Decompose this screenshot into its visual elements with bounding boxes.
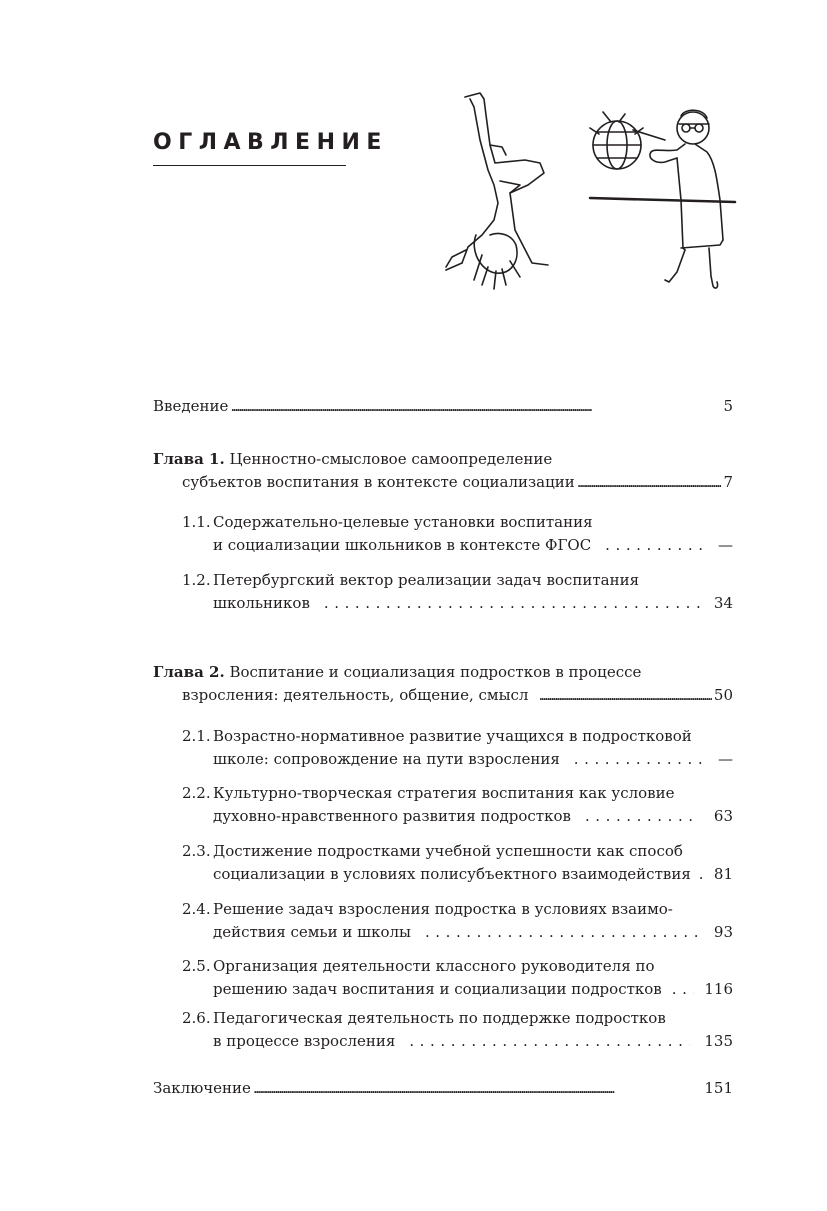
teacher-with-globe-icon bbox=[585, 100, 750, 295]
section-title: Содержательно-целевые установки воспитания bbox=[213, 513, 593, 531]
chapter-title: взросления: деятельность, общение, смысл bbox=[182, 686, 529, 704]
section-heading bbox=[182, 955, 654, 977]
page-number: 93 bbox=[713, 923, 733, 941]
toc-entry-conclusion[interactable] bbox=[153, 1077, 733, 1099]
section-title: духовно-нравственного развития подростков bbox=[213, 807, 571, 825]
dot-leader bbox=[699, 863, 706, 885]
dot-leader bbox=[409, 1030, 690, 1052]
section-number: 1.2. bbox=[182, 571, 211, 589]
page-number: 151 bbox=[704, 1079, 733, 1097]
section-2-6-line-1[interactable] bbox=[182, 1007, 733, 1029]
chapter-title: Воспитание и социализация подростков в процессе bbox=[229, 663, 642, 681]
section-title: и социализации школьников в контексте ФГОС bbox=[213, 536, 592, 554]
handstand-figure-icon bbox=[440, 85, 555, 290]
dot-leader bbox=[574, 748, 704, 770]
dot-leader bbox=[672, 978, 695, 1000]
chapter-1-line-2[interactable] bbox=[182, 471, 733, 493]
section-title: Педагогическая деятельность по поддержке подростков bbox=[213, 1009, 666, 1027]
section-title: Петербургский вектор реализации задач воспитания bbox=[213, 571, 640, 589]
dot-leader bbox=[253, 1077, 702, 1099]
section-title: социализации в условиях полисубъектного взаимодействия bbox=[213, 865, 691, 883]
section-1-1-line-1[interactable] bbox=[182, 511, 733, 533]
page-number: 7 bbox=[723, 473, 733, 491]
page-number: 34 bbox=[713, 594, 733, 612]
dot-leader bbox=[605, 534, 704, 556]
section-1-2-line-1[interactable] bbox=[182, 569, 733, 591]
dot-leader bbox=[577, 471, 722, 493]
chapter-2-line-1[interactable] bbox=[153, 661, 733, 683]
chapter-label: Глава 1. bbox=[153, 450, 225, 468]
section-heading bbox=[182, 725, 692, 747]
section-number: 2.5. bbox=[182, 957, 211, 975]
section-heading bbox=[182, 782, 674, 804]
section-2-4-line-2[interactable] bbox=[213, 921, 733, 943]
chapter-2-line-2[interactable] bbox=[182, 684, 733, 706]
page-number: — bbox=[718, 536, 733, 554]
dot-leader bbox=[324, 592, 700, 614]
section-2-6-line-2[interactable] bbox=[213, 1030, 733, 1052]
page-number: 116 bbox=[704, 980, 733, 998]
section-heading bbox=[182, 898, 673, 920]
dot-leader bbox=[425, 921, 700, 943]
chapter-label: Глава 2. bbox=[153, 663, 225, 681]
chapter-heading bbox=[153, 661, 641, 683]
section-title: школе: сопровождение на пути взросления bbox=[213, 750, 560, 768]
section-2-2-line-1[interactable] bbox=[182, 782, 733, 804]
chapter-title: субъектов воспитания в контексте социализации bbox=[182, 473, 575, 491]
page-number: 5 bbox=[723, 397, 733, 415]
dot-leader bbox=[230, 395, 721, 417]
page-number: — bbox=[718, 750, 733, 768]
section-heading bbox=[182, 511, 593, 533]
entry-title: Введение bbox=[153, 397, 229, 415]
section-title: Культурно-творческая стратегия воспитания как условие bbox=[213, 784, 675, 802]
section-2-5-line-2[interactable] bbox=[213, 978, 733, 1000]
dot-leader bbox=[585, 805, 700, 827]
chapter-heading bbox=[153, 448, 552, 470]
section-title: Организация деятельности классного руководителя по bbox=[213, 957, 655, 975]
section-title: действия семьи и школы bbox=[213, 923, 411, 941]
section-2-1-line-2[interactable] bbox=[213, 748, 733, 770]
section-2-1-line-1[interactable] bbox=[182, 725, 733, 747]
page-number: 63 bbox=[713, 807, 733, 825]
section-title: решению задач воспитания и социализации подростков bbox=[213, 980, 662, 998]
section-heading bbox=[182, 1007, 666, 1029]
section-title: Возрастно-нормативное развитие учащихся в подростковой bbox=[213, 727, 692, 745]
chapter-1-line-1[interactable] bbox=[153, 448, 733, 470]
page-number: 81 bbox=[713, 865, 733, 883]
section-number: 2.3. bbox=[182, 842, 211, 860]
section-heading bbox=[182, 840, 683, 862]
section-2-2-line-2[interactable] bbox=[213, 805, 733, 827]
section-2-5-line-1[interactable] bbox=[182, 955, 733, 977]
entry-title: Заключение bbox=[153, 1079, 251, 1097]
section-title: в процессе взросления bbox=[213, 1032, 396, 1050]
dot-leader bbox=[538, 684, 711, 706]
page-number: 50 bbox=[713, 686, 733, 704]
section-title: Достижение подростками учебной успешности как способ bbox=[213, 842, 683, 860]
section-number: 2.2. bbox=[182, 784, 211, 802]
page-title: ОГЛАВЛЕНИЕ bbox=[153, 130, 388, 155]
section-number: 2.4. bbox=[182, 900, 211, 918]
section-1-2-line-2[interactable] bbox=[213, 592, 733, 614]
title-underline bbox=[153, 165, 346, 166]
section-2-3-line-1[interactable] bbox=[182, 840, 733, 862]
section-1-1-line-2[interactable] bbox=[213, 534, 733, 556]
section-number: 2.6. bbox=[182, 1009, 211, 1027]
section-number: 2.1. bbox=[182, 727, 211, 745]
toc-entry-intro[interactable] bbox=[153, 395, 733, 417]
section-2-4-line-1[interactable] bbox=[182, 898, 733, 920]
section-title: школьников bbox=[213, 594, 310, 612]
section-number: 1.1. bbox=[182, 513, 211, 531]
chapter-title: Ценностно-смысловое самоопределение bbox=[229, 450, 553, 468]
section-2-3-line-2[interactable] bbox=[213, 863, 733, 885]
page-number: 135 bbox=[704, 1032, 733, 1050]
section-title: Решение задач взросления подростка в условиях взаимо- bbox=[213, 900, 673, 918]
section-heading bbox=[182, 569, 639, 591]
